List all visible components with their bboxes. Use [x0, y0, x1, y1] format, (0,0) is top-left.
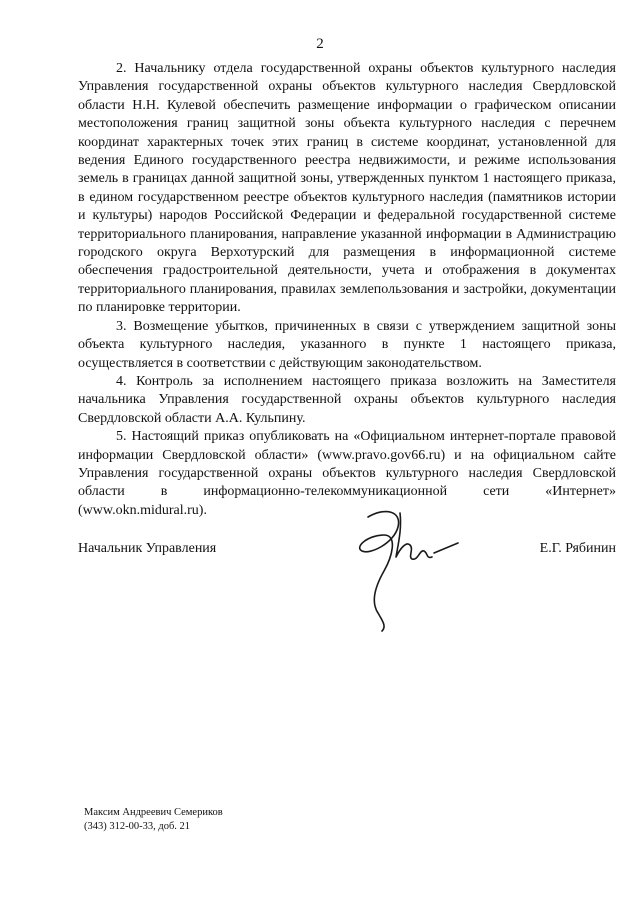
- paragraph-4: 4. Контроль за исполнением настоящего приказа возложить на Заместителя начальника Управления государственной охраны объектов культурного наследия Свердловской области А.А. Кульпину.: [78, 373, 616, 426]
- paragraph-3: 3. Возмещение убытков, причиненных в связи с утверждением защитной зоны объекта культурного наследия, указанного в пункте 1 настоящего приказа, осуществляется в соответствии с действующим законодательством.: [78, 318, 616, 371]
- executor-footer: [84, 806, 223, 834]
- page-number: 2: [316, 36, 324, 52]
- paragraph-5: 5. Настоящий приказ опубликовать на «Официальном интернет-портале правовой информации Свердловской области» (www.pravo.gov66.ru) и на официальном сайте Управления государственной охраны объектов культурного наследия Свердловской области в информационно-телекоммуникационной сети «Интернет» (www.okn.midural.ru).: [78, 429, 616, 518]
- paragraph-2: 2. Начальнику отдела государственной охраны объектов культурного наследия Управления государственной охраны объектов культурного наследия Свердловской области Н.Н. Кулевой обеспечить размещение информации о графическом описании местоположения границ защитной зоны объекта культурного наследия с перечнем координат характерных точек этих границ в системе координат, установленной для ведения Единого государственного реестра недвижимости, и режиме использования земель в границах данной защитной зоны, утвержденных пунктом 1 настоящего приказа, в едином государственном реестре объектов культурного наследия (памятников истории и культуры) народов Российской Федерации и федеральной государственной системе территориального планирования, направление указанной информации в Администрацию городского округа Верхотурский для размещения в информационной системе обеспечения градостроительной деятельности, учета и отображения в документах территориального планирования, правилах землепользования и застройки, документации по планировке территории.: [78, 61, 616, 316]
- signatory-name: Е.Г. Рябинин: [539, 541, 616, 556]
- handwritten-signature: [340, 505, 460, 635]
- executor-name: Максим Андреевич Семериков: [84, 807, 223, 818]
- executor-phone: (343) 312-00-33, доб. 21: [84, 821, 191, 832]
- document-body: [78, 60, 616, 520]
- signatory-title: Начальник Управления: [78, 541, 217, 556]
